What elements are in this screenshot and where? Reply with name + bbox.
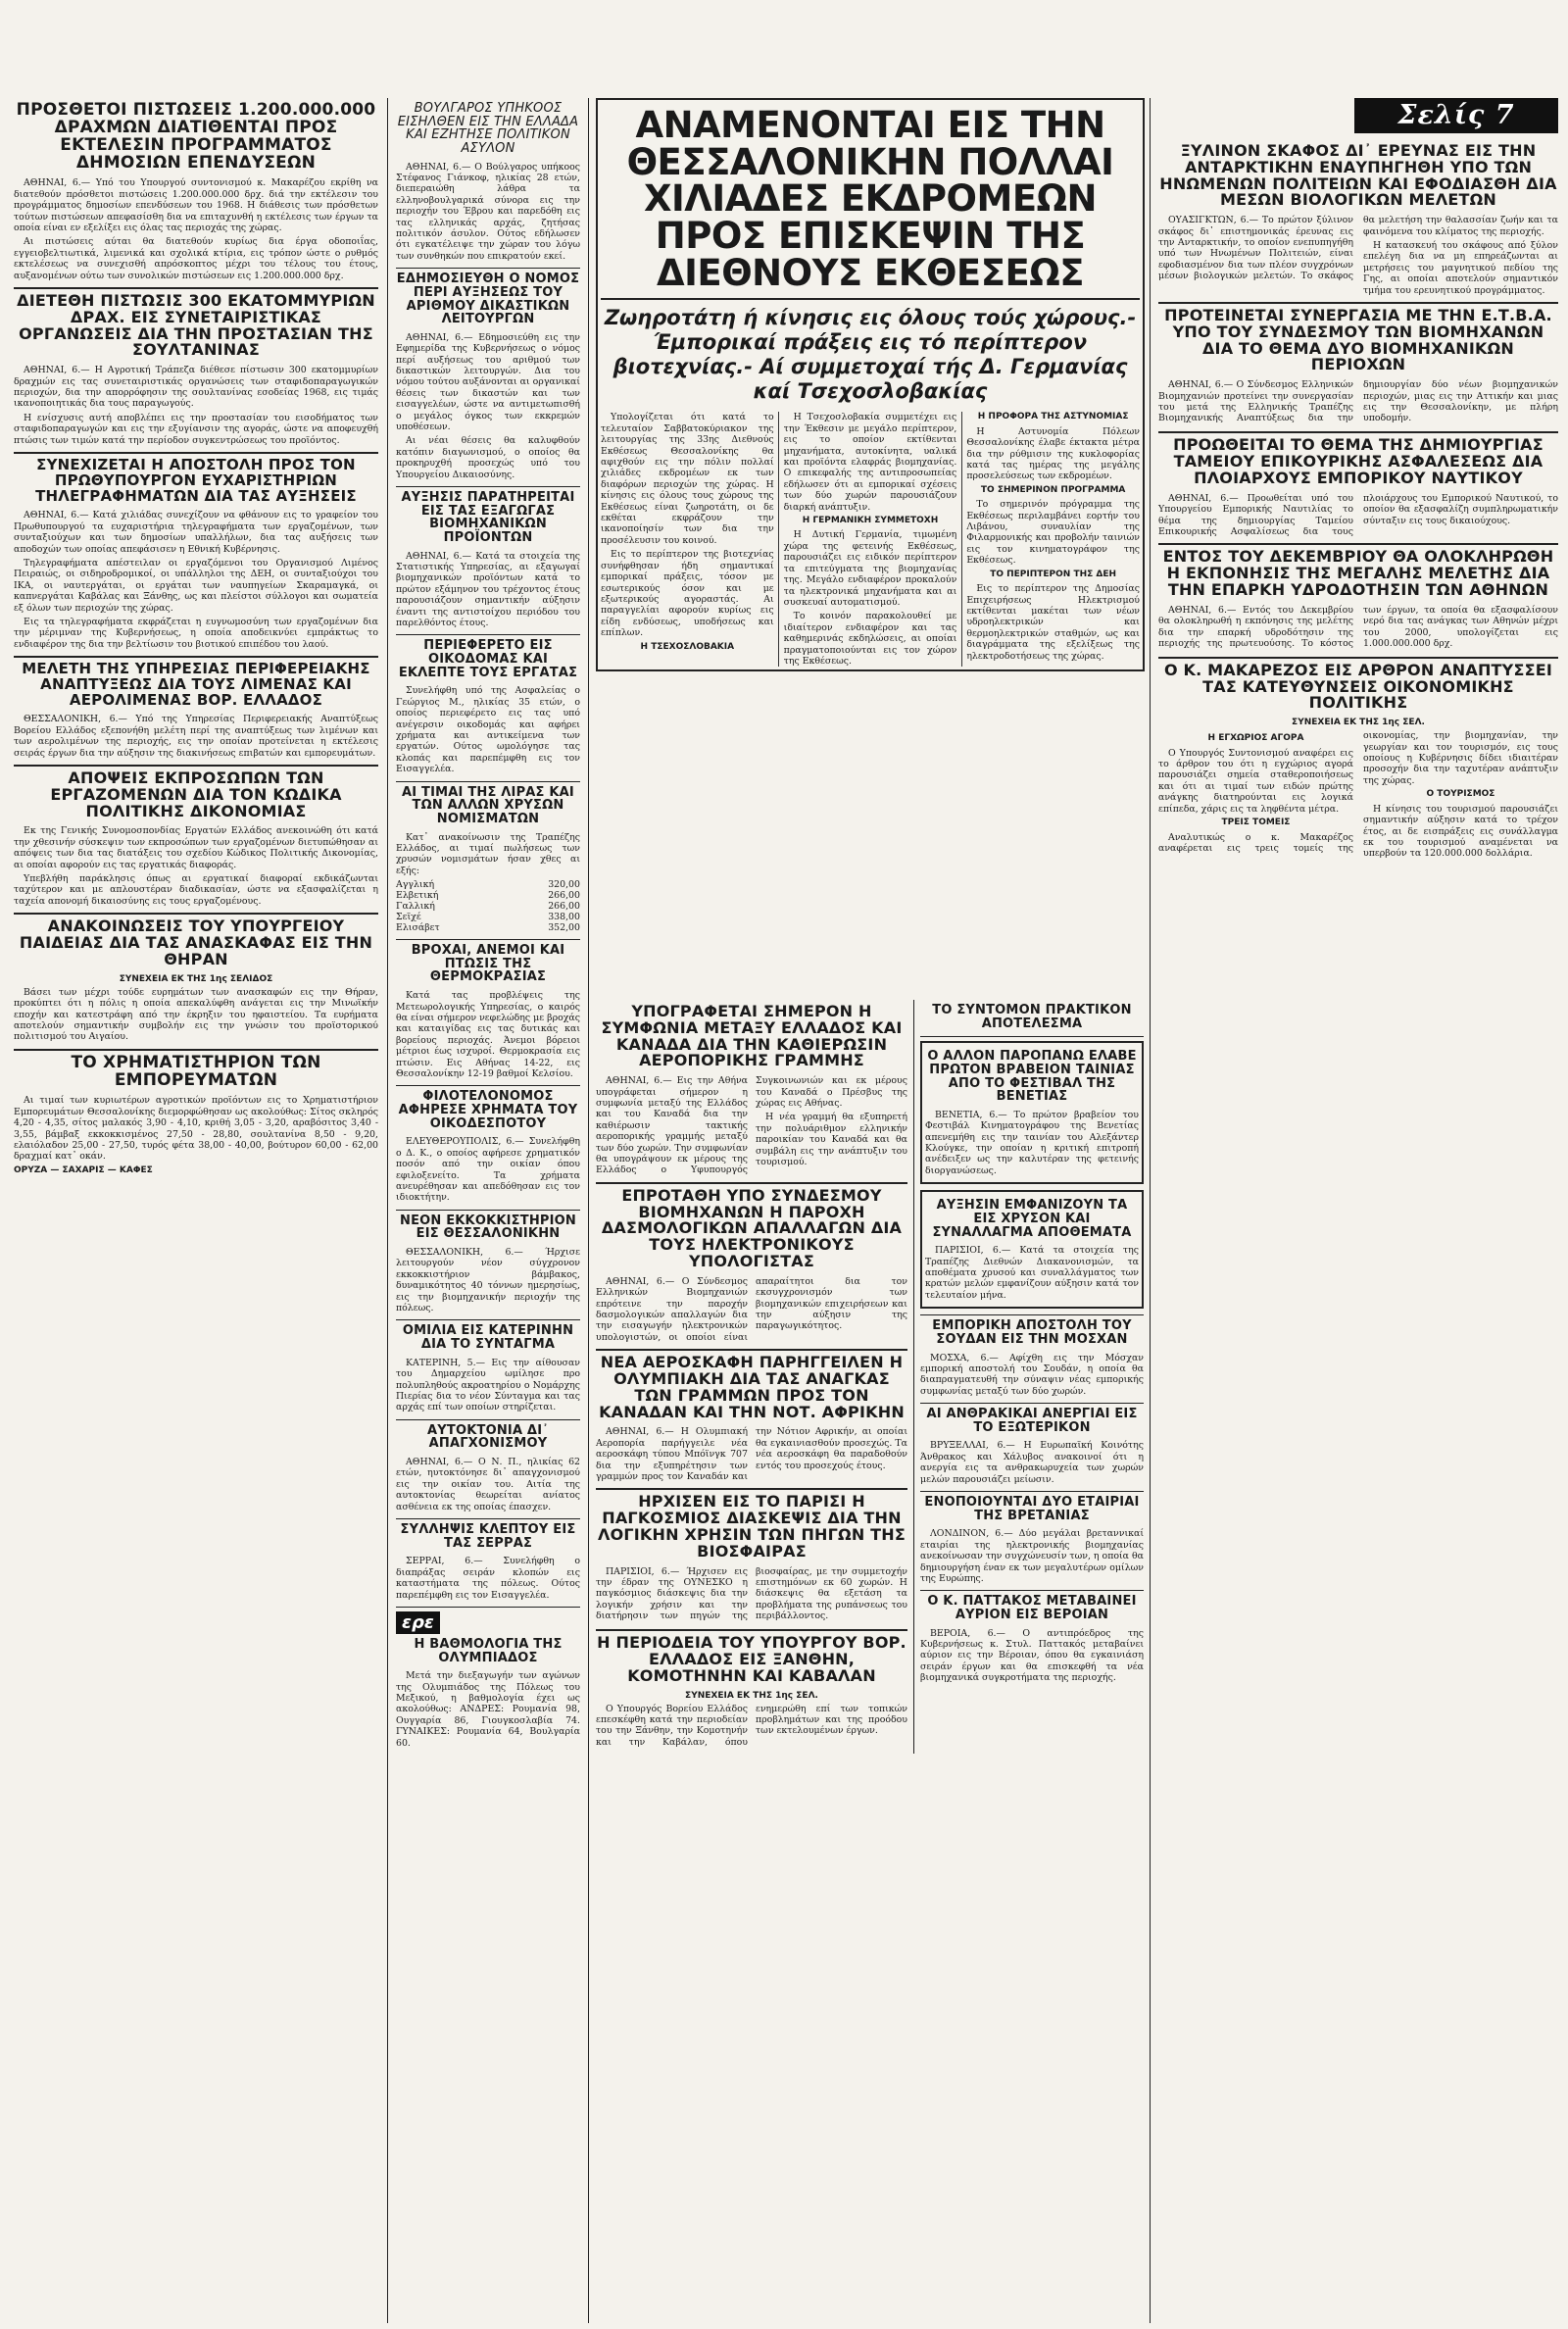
headline: ΕΝΟΠΟΙΟΥΝΤΑΙ ΔΥΟ ΕΤΑΙΡΙΑΙ ΤΗΣ ΒΡΕΤΑΝΙΑΣ xyxy=(924,1495,1140,1523)
headline: ΑΙ ΑΝΘΡΑΚΙΚΑΙ ΑΝΕΡΓΙΑΙ ΕΙΣ ΤΟ ΕΞΩΤΕΡΙΚΟΝ xyxy=(926,1407,1138,1435)
column-rule xyxy=(1150,98,1151,2323)
article: ΣΥΛΛΗΨΙΣ ΚΛΕΠΤΟΥ ΕΙΣ ΤΑΣ ΣΕΡΡΑΣ ΣΕΡΡΑΙ, 6.— Συνελήφθη ο διαπράξας σειράν κλοπών εις καταστήματα της πόλεως. Ούτος παρεπέμφθη εις τον Εισαγγελέα. xyxy=(396,1522,580,1601)
article: ΕΜΠΟΡΙΚΗ ΑΠΟΣΤΟΛΗ ΤΟΥ ΣΟΥΔΑΝ ΕΙΣ ΤΗΝ ΜΟΣΧΑΝ ΜΟΣΧΑ, 6.— Αφίχθη εις την Μόσχαν εμπορική αποστολή του Σουδάν, η οποία θα διαπραγματευθή την σύναψιν νέας εμπορικής συμφωνίας μεταξύ των δύο χωρών. xyxy=(920,1318,1144,1397)
divider xyxy=(1158,431,1558,433)
article: ΤΟ ΧΡΗΜΑΤΙΣΤΗΡΙΟΝ ΤΩΝ ΕΜΠΟΡΕΥΜΑΤΩΝ Αι τιμαί των κυριωτέρων αγροτικών προϊόντων εις το Χρηματιστήριον Εμπορευμάτων Θεσσαλονίκης διεμορφώθησαν ως ακολούθως: Σίτος σκληρός 4,20 - 4,35, σίτος μαλακός 3,90 - 4,10, κριθή 3,05 - 3,20, αραβόσιτος 3,40 - 3,55, βάμβαξ εκκοκκισμένος 27,50 - 28,80, σουλτανίνα 8,50 - 9,20, ελαιόλαδον 25,00 - 27,50, τυρός φέτα 38,00 - 40,00, βούτυρον 60,00 - 62,00 δραχμαί κατ᾽ οκάν. ΟΡΥΖΑ — ΣΑΧΑΡΙΣ — ΚΑΦΕΣ xyxy=(14,1052,378,1175)
divider xyxy=(14,913,378,915)
article: ΔΙΕΤΕΘΗ ΠΙΣΤΩΣΙΣ 300 ΕΚΑΤΟΜΜΥΡΙΩΝ ΔΡΑΧ. ΕΙΣ ΣΥΝΕΤΑΙΡΙΣΤΙΚΑΣ ΟΡΓΑΝΩΣΕΙΣ ΔΙΑ ΤΗΝ ΠΡΟΣΤΑΣΙΑΝ ΤΗΣ ΣΟΥΛΤΑΝΙΝΑΣ ΑΘΗΝΑΙ, 6.— Η Αγροτική Τράπεζα διέθεσε πίστωσιν 300 εκατομμυρίων δραχμών εις τας συνεταιριστικάς οργανώσεις των σταφιδοπαραγωγικών περιοχών, δια την απορρόφησιν της σουλτανίνας εσοδείας 1968, εις τιμάς ικανοποιητικάς δια τους παραγωγούς. Η ενίσχυσις αυτή αποβλέπει εις την προστασίαν του εισοδήματος των σταφιδοπαραγωγών και εις την εξυγίανσιν της αγοράς, ώστε να αποφευχθή πτώσις των τιμών κατά την περίοδον συγκεντρώσεως του προϊόντος. xyxy=(14,291,378,446)
divider xyxy=(14,452,378,454)
article: ΒΡΟΧΑΙ, ΑΝΕΜΟΙ ΚΑΙ ΠΤΩΣΙΣ ΤΗΣ ΘΕΡΜΟΚΡΑΣΙΑΣ Κατά τας προβλέψεις της Μετεωρολογικής Υπηρεσίας, ο καιρός θα είναι σήμερον νεφελώδης με βροχάς και καταιγίδας εις τας δυτικάς και βορείους περιοχάς. Άνεμοι βόρειοι μέτριοι έως ισχυροί. Θερμοκρασία εις πτώσιν. Εις Αθήνας 14-22, εις Θεσσαλονίκην 12-19 βαθμοί Κελσίου. xyxy=(396,943,580,1079)
article: ΞΥΛΙΝΟΝ ΣΚΑΦΟΣ ΔΙ᾽ ΕΡΕΥΝΑΣ ΕΙΣ ΤΗΝ ΑΝΤΑΡΚΤΙΚΗΝ ΕΝΑΥΠΗΓΗΘΗ ΥΠΟ ΤΩΝ ΗΝΩΜΕΝΩΝ ΠΟΛΙΤΕΙΩΝ ΚΑΙ ΕΦΟΔΙΑΣΘΗ ΔΙΑ ΜΕΣΩΝ ΒΙΟΛΟΓΙΚΩΝ ΜΕΛΕΤΩΝ ΟΥΑΣΙΓΚΤΩΝ, 6.— Το πρώτον ξύλινον σκάφος δι᾽ επιστημονικάς έρευνας εις την Ανταρκτικήν, το οποίον ενεπυπηγήθη υπό των Ηνωμένων Πολιτειών, είναι εφοδιασμένον δια των πλέον συγχρόνων μέσων βιολογικών μελετών. Το σκάφος θα μελετήση την θαλασσίαν ζωήν και τα φαινόμενα του κλίματος της περιοχής. Η κατασκευή του σκάφους από ξύλον επελέγη δια να μη επηρεάζωνται αι μετρήσεις του μαγνητικού πεδίου της Γης, αι οποίαι αποτελούν σημαντικόν τμήμα του ερευνητικού προγράμματος. xyxy=(1158,141,1558,296)
section-heading: Η ΠΡΟΦΟΡΑ ΤΗΣ ΑΣΤΥΝΟΜΙΑΣ xyxy=(977,412,1129,422)
headline: ΑΥΞΗΣΙΣ ΠΑΡΑΤΗΡΕΙΤΑΙ ΕΙΣ ΤΑΣ ΕΞΑΓΩΓΑΣ ΒΙΟΜΗΧΑΝΙΚΩΝ ΠΡΟΪΟΝΤΩΝ xyxy=(401,490,575,545)
headline: ΤΟ ΧΡΗΜΑΤΙΣΤΗΡΙΟΝ ΤΩΝ ΕΜΠΟΡΕΥΜΑΤΩΝ xyxy=(71,1052,321,1090)
divider xyxy=(14,287,378,289)
headline: ΒΟΥΛΓΑΡΟΣ ΥΠΗΚΟΟΣ ΕΙΣΗΛΘΕΝ ΕΙΣ ΤΗΝ ΕΛΛΑΔΑ ΚΑΙ ΕΖΗΤΗΣΕ ΠΟΛΙΤΙΚΟΝ ΑΣΥΛΟΝ xyxy=(397,101,579,156)
divider xyxy=(396,1085,580,1086)
article: ΥΠΟΓΡΑΦΕΤΑΙ ΣΗΜΕΡΟΝ Η ΣΥΜΦΩΝΙΑ ΜΕΤΑΞΥ ΕΛΛΑΔΟΣ ΚΑΙ ΚΑΝΑΔΑ ΔΙΑ ΤΗΝ ΚΑΘΙΕΡΩΣΙΝ ΑΕΡΟΠΟΡΙΚΗΣ ΓΡΑΜΜΗΣ ΑΘΗΝΑΙ, 6.— Εις την Αθήνα υπογράφεται σήμερον η συμφωνία μεταξύ της Ελλάδος και του Καναδά δια την καθιέρωσιν τακτικής αεροπορικής γραμμής μεταξύ των δύο χωρών. Την συμφωνίαν θα υπογράψουν εκ μέρους της Ελλάδος ο Υφυπουργός Συγκοινωνιών και εκ μέρους του Καναδά ο Πρέσβυς της χώρας εις Αθήνας. Η νέα γραμμή θα εξυπηρετή την πολυάριθμον ελληνικήν παροικίαν του Καναδά και θα συμβάλη εις την ανάπτυξιν του τουρισμού. xyxy=(596,1002,907,1176)
headline: ΠΡΟΣΘΕΤΟΙ ΠΙΣΤΩΣΕΙΣ 1.200.000.000 ΔΡΑΧΜΩΝ ΔΙΑΤΙΘΕΝΤΑΙ ΠΡΟΣ ΕΚΤΕΛΕΣΙΝ ΠΡΟΓΡΑΜΜΑΤΟΣ ΔΗΜΟΣΙΩΝ ΕΠΕΝΔΥΣΕΩΝ xyxy=(16,100,376,173)
article xyxy=(920,1004,1144,1030)
headline: ΥΠΟΓΡΑΦΕΤΑΙ ΣΗΜΕΡΟΝ Η ΣΥΜΦΩΝΙΑ ΜΕΤΑΞΥ ΕΛΛΑΔΟΣ ΚΑΙ ΚΑΝΑΔΑ ΔΙΑ ΤΗΝ ΚΑΘΙΕΡΩΣΙΝ ΑΕΡΟΠΟΡΙΚΗΣ ΓΡΑΜΜΗΣ xyxy=(601,1002,903,1070)
article: ΑΥΞΗΣΙΣ ΠΑΡΑΤΗΡΕΙΤΑΙ ΕΙΣ ΤΑΣ ΕΞΑΓΩΓΑΣ ΒΙΟΜΗΧΑΝΙΚΩΝ ΠΡΟΪΟΝΤΩΝ ΑΘΗΝΑΙ, 6.— Κατά τα στοιχεία της Στατιστικής Υπηρεσίας, αι εξαγωγαί βιομηχανικών προϊόντων κατά το πρώτον εξάμηνον του τρέχοντος έτους παρουσιάζουν σημαντικήν αύξησιν έναντι της αντιστοίχου περιόδου του παρελθόντος έτους. xyxy=(396,490,580,629)
article: ΕΔΗΜΟΣΙΕΥΘΗ Ο ΝΟΜΟΣ ΠΕΡΙ ΑΥΞΗΣΕΩΣ ΤΟΥ ΑΡΙΘΜΟΥ ΔΙΚΑΣΤΙΚΩΝ ΛΕΙΤΟΥΡΓΩΝ ΑΘΗΝΑΙ, 6.— Εδημοσιεύθη εις την Εφημερίδα της Κυβερνήσεως ο νόμος περί αυξήσεως του αριθμού των δικαστικών λειτουργών. Δια του νόμου τούτου αυξάνονται αι οργανικαί θέσεις των δικαστών και των εισαγγελέων, ώστε να αντιμετωπισθή ο μεγάλος όγκος των εκκρεμών υποθέσεων. Αι νέαι θέσεις θα καλυφθούν κατόπιν διαγωνισμού, ο οποίος θα προκηρυχθή προσεχώς υπό του Υπουργείου Δικαιοσύνης. xyxy=(396,272,580,480)
headline: ΣΥΛΛΗΨΙΣ ΚΛΕΠΤΟΥ ΕΙΣ ΤΑΣ ΣΕΡΡΑΣ xyxy=(400,1522,576,1551)
headline: ΠΕΡΙΕΦΕΡΕΤΟ ΕΙΣ ΟΙΚΟΔΟΜΑΣ ΚΑΙ ΕΚΛΕΠΤΕ ΤΟΥΣ ΕΡΓΑΤΑΣ xyxy=(398,638,578,680)
subcolumn xyxy=(596,1000,914,1754)
article: ΕΝΟΠΟΙΟΥΝΤΑΙ ΔΥΟ ΕΤΑΙΡΙΑΙ ΤΗΣ ΒΡΕΤΑΝΙΑΣ ΛΟΝΔΙΝΟΝ, 6.— Δύο μεγάλαι βρεταννικαί εταιρίαι της ηλεκτρονικής βιομηχανίας ανεκοίνωσαν την συγχώνευσίν των, η οποία θα δημιουργήση έναν εκ των μεγαλυτέρων ομίλων της Ευρώπης. xyxy=(920,1495,1144,1584)
divider xyxy=(14,1049,378,1051)
article: ΑΝΑΚΟΙΝΩΣΕΙΣ ΤΟΥ ΥΠΟΥΡΓΕΙΟΥ ΠΑΙΔΕΙΑΣ ΔΙΑ ΤΑΣ ΑΝΑΣΚΑΦΑΣ ΕΙΣ ΤΗΝ ΘΗΡΑΝ ΣΥΝΕΧΕΙΑ ΕΚ ΤΗΣ 1ης ΣΕΛΙΔΟΣ Βάσει των μέχρι τούδε ευρημάτων των ανασκαφών εις την Θήραν, προκύπτει ότι η πόλις η οποία απεκαλύφθη ανάγεται εις την Μινωϊκήν εποχήν και κατεστράφη από την έκρηξιν του ηφαιστείου. Τα ευρήματα αποτελούν σημαντικήν συμβολήν εις την γνώσιν του προϊστορικού πολιτισμού του Αιγαίου. xyxy=(14,917,378,1043)
headline: ΑΝΑΚΟΙΝΩΣΕΙΣ ΤΟΥ ΥΠΟΥΡΓΕΙΟΥ ΠΑΙΔΕΙΑΣ ΔΙΑ ΤΑΣ ΑΝΑΣΚΑΦΑΣ ΕΙΣ ΤΗΝ ΘΗΡΑΝ xyxy=(19,917,373,968)
divider xyxy=(601,298,1140,300)
table-row: Σεϊχέ 338,00 xyxy=(396,912,580,923)
divider xyxy=(396,1518,580,1519)
lead-headline: ΑΝΑΜΕΝΟΝΤΑΙ ΕΙΣ ΤΗΝ ΘΕΣΣΑΛΟΝΙΚΗΝ ΠΟΛΛΑΙ ΧΙΛΙΑΔΕΣ ΕΚΔΡΟΜΕΩΝ ΠΡΟΣ ΕΠΙΣΚΕΨΙΝ ΤΗΣ ΔΙΕΘΝΟΥΣ ΕΚΘΕΣΕΩΣ xyxy=(626,104,1114,294)
headline: ΦΙΛΟΤΕΛΟΝΟΜΟΣ ΑΦΗΡΕΣΕ ΧΡΗΜΑΤΑ ΤΟΥ ΟΙΚΟΔΕΣΠΟΤΟΥ xyxy=(398,1089,578,1131)
divider xyxy=(1158,302,1558,304)
column-3 xyxy=(596,98,1145,1748)
divider xyxy=(396,1319,580,1320)
divider xyxy=(1158,543,1558,545)
divider xyxy=(920,1314,1144,1315)
article: ΠΡΟΣΘΕΤΟΙ ΠΙΣΤΩΣΕΙΣ 1.200.000.000 ΔΡΑΧΜΩΝ ΔΙΑΤΙΘΕΝΤΑΙ ΠΡΟΣ ΕΚΤΕΛΕΣΙΝ ΠΡΟΓΡΑΜΜΑΤΟΣ ΔΗΜΟΣΙΩΝ ΕΠΕΝΔΥΣΕΩΝ ΑΘΗΝΑΙ, 6.— Υπό του Υπουργού συντονισμού κ. Μακαρέζου εκρίθη να διατεθούν πρόσθετοι πιστώσεις 1.200.000.000 δρχ. διά την εκτέλεσιν του προγράμματος δημοσίων επενδύσεων του 1968. Η διάθεσις των πρόσθετων τούτων πιστώσεων απεφασίσθη δια να επιταχυνθή η εκτέλεσις των έργων τα οποία είναι εν εξελίξει εις όλας τας περιοχάς της χώρας. Αι πιστώσεις αύται θα διατεθούν κυρίως δια έργα οδοποιΐας, εγγειοβελτιωτικά, λιμενικά και σχολικά κτίρια, εις τρόπον ώστε ο ρυθμός εκτελέσεως να συνεχισθή απρόσκοπτος μέχρι του τέλους του έτους, αυξανομένων ούτω των συνολικών πιστώσεων εις 1.200.000.000 δρχ. xyxy=(14,100,378,281)
divider xyxy=(1158,657,1558,659)
article: Ο ΑΛΛΟΝ ΠΑΡΟΠΑΝΩ ΕΛΑΒΕ ΠΡΩΤΟΝ ΒΡΑΒΕΙΟΝ ΤΑΙΝΙΑΣ ΑΠΟ ΤΟ ΦΕΣΤΙΒΑΛ ΤΗΣ ΒΕΝΕΤΙΑΣ ΒΕΝΕΤΙΑ, 6.— Το πρώτον βραβείον του Φεστιβάλ Κινηματογράφου της Βενετίας απενεμήθη εις την ταινίαν του Αλεξάντερ Κλούγκε, την οποίαν η κριτική επιτροπή ανέδειξεν ως την καλυτέραν της φετεινής διοργανώσεως. xyxy=(920,1041,1144,1184)
divider xyxy=(396,1419,580,1420)
headline: ΕΠΡΟΤΑΘΗ ΥΠΟ ΣΥΝΔΕΣΜΟΥ ΒΙΟΜΗΧΑΝΩΝ Η ΠΑΡΟΧΗ ΔΑΣΜΟΛΟΓΙΚΩΝ ΑΠΑΛΛΑΓΩΝ ΔΙΑ ΤΟΥΣ ΗΛΕΚΤΡΟΝΙΚΟΥΣ ΥΠΟΛΟΓΙΣΤΑΣ xyxy=(601,1185,903,1271)
continuation-note: ΣΥΝΕΧΕΙΑ ΕΚ ΤΗΣ 1ης ΣΕΛ. xyxy=(1292,718,1425,728)
headline: Η ΒΑΘΜΟΛΟΓΙΑ ΤΗΣ ΟΛΥΜΠΙΑΔΟΣ xyxy=(414,1636,563,1665)
headline: ΕΝΤΟΣ ΤΟΥ ΔΕΚΕΜΒΡΙΟΥ ΘΑ ΟΛΟΚΛΗΡΩΘΗ Η ΕΚΠΟΝΗΣΙΣ ΤΗΣ ΜΕΓΑΛΗΣ ΜΕΛΕΤΗΣ ΔΙΑ ΤΗΝ ΕΠΑΡΚΗ ΥΔΡΟΔΟΤΗΣΙΝ ΤΩΝ ΑΘΗΝΩΝ xyxy=(1162,547,1554,599)
divider xyxy=(920,1491,1144,1492)
table-row: Γαλλική 266,00 xyxy=(396,901,580,913)
table-row: Αγγλική 320,00 xyxy=(396,879,580,891)
divider xyxy=(396,1210,580,1211)
divider xyxy=(396,939,580,940)
headline: Ο Κ. ΠΑΤΤΑΚΟΣ ΜΕΤΑΒΑΙΝΕΙ ΑΥΡΙΟΝ ΕΙΣ ΒΕΡΟΙΑΝ xyxy=(927,1594,1137,1622)
column-rule xyxy=(387,98,388,2323)
headline: ΕΜΠΟΡΙΚΗ ΑΠΟΣΤΟΛΗ ΤΟΥ ΣΟΥΔΑΝ ΕΙΣ ΤΗΝ ΜΟΣΧΑΝ xyxy=(932,1318,1132,1347)
article: Ο Κ. ΠΑΤΤΑΚΟΣ ΜΕΤΑΒΑΙΝΕΙ ΑΥΡΙΟΝ ΕΙΣ ΒΕΡΟΙΑΝ ΒΕΡΟΙΑ, 6.— Ο αντιπρόεδρος της Κυβερνήσεως κ. Στυλ. Παττακός μεταβαίνει αύριον εις την Βέροιαν, όπου θα εγκαινιάση σειράν έργων και θα επισκεφθή τα νέα βιομηχανικά συγκροτήματα της περιοχής. xyxy=(920,1594,1144,1684)
section-heading: ΤΡΕΙΣ ΤΟΜΕΙΣ xyxy=(1221,818,1291,828)
headline: ΑΥΞΗΣΙΝ ΕΜΦΑΝΙΖΟΥΝ ΤΑ ΕΙΣ ΧΡΥΣΟΝ ΚΑΙ ΣΥΝΑΛΛΑΓΜΑ ΑΠΟΘΕΜΑΤΑ xyxy=(932,1198,1132,1240)
article: ΝΕΟΝ ΕΚΚΟΚΚΙΣΤΗΡΙΟΝ ΕΙΣ ΘΕΣΣΑΛΟΝΙΚΗΝ ΘΕΣΣΑΛΟΝΙΚΗ, 6.— Ήρχισε λειτουργούν νέον σύγχρονον εκκοκκιστήριον βάμβακος, δυναμικότητος 40 τόννων ημερησίως, εις την βιομηχανικήν περιοχήν της πόλεως. xyxy=(396,1213,580,1314)
headline: ΑΥΤΟΚΤΟΝΙΑ ΔΙ᾽ ΑΠΑΓΧΟΝΙΣΜΟΥ xyxy=(427,1422,549,1452)
divider xyxy=(14,656,378,658)
article: ΠΡΟΤΕΙΝΕΤΑΙ ΣΥΝΕΡΓΑΣΙΑ ΜΕ ΤΗΝ Ε.Τ.Β.Α. ΥΠΟ ΤΟΥ ΣΥΝΔΕΣΜΟΥ ΤΩΝ ΒΙΟΜΗΧΑΝΩΝ ΔΙΑ ΤΟ ΘΕΜΑ ΔΥΟ ΒΙΟΜΗΧΑΝΙΚΩΝ ΠΕΡΙΟΧΩΝ ΑΘΗΝΑΙ, 6.— Ο Σύνδεσμος Ελληνικών Βιομηχανιών προτείνει την συνεργασίαν του μετά της Ελληνικής Τραπέζης Βιομηχανικής Αναπτύξεως δια την δημιουργίαν δύο νέων βιομηχανικών περιοχών, μιας εις την Αττικήν και μιας εις την Θεσσαλονίκην, με πλήρη υποδομήν. xyxy=(1158,306,1558,424)
headline: ΑΠΟΨΕΙΣ ΕΚΠΡΟΣΩΠΩΝ ΤΩΝ ΕΡΓΑΖΟΜΕΝΩΝ ΔΙΑ ΤΟΝ ΚΩΔΙΚΑ ΠΟΛΙΤΙΚΗΣ ΔΙΚΟΝΟΜΙΑΣ xyxy=(50,768,342,820)
column-1 xyxy=(14,98,378,1181)
divider xyxy=(596,1182,907,1184)
headline: ΒΡΟΧΑΙ, ΑΝΕΜΟΙ ΚΑΙ ΠΤΩΣΙΣ ΤΗΣ ΘΕΡΜΟΚΡΑΣΙΑΣ xyxy=(411,943,565,985)
headline: ΝΕΟΝ ΕΚΚΟΚΚΙΣΤΗΡΙΟΝ ΕΙΣ ΘΕΣΣΑΛΟΝΙΚΗΝ xyxy=(399,1213,576,1242)
divider xyxy=(920,1590,1144,1591)
subcolumn xyxy=(914,1000,1144,1690)
article: ΣΥΝΕΧΙΖΕΤΑΙ Η ΑΠΟΣΤΟΛΗ ΠΡΟΣ ΤΟΝ ΠΡΩΘΥΠΟΥΡΓΟΝ ΕΥΧΑΡΙΣΤΗΡΙΩΝ ΤΗΛΕΓΡΑΦΗΜΑΤΩΝ ΔΙΑ ΤΑΣ ΑΥΞΗΣΕΙΣ ΑΘΗΝΑΙ, 6.— Κατά χιλιάδας συνεχίζουν να φθάνουν εις το γραφείον του Πρωθυπουργού τα ευχαριστήρια τηλεγραφήματα των εργαζομένων, των συνταξιούχων και των δημοσίων υπαλλήλων, δια τας αυξήσεις των αποδοχών των οποίας απεφάσισεν η Εθνική Κυβέρνησις. Τηλεγραφήματα απέστειλαν οι εργαζόμενοι του Οργανισμού Λιμένος Πειραιώς, οι σιδηροδρομικοί, οι υπάλληλοι της ΔΕΗ, οι συνταξιούχοι του ΙΚΑ, οι ναυτεργάται, οι εργάται των ναυπηγείων Σκαραμαγκά, οι καπνεργάται Καβάλας και Ξάνθης, ως και πλείστοι σύλλογοι και σωματεία εξ όλων των περιοχών της χώρας. Εις τα τηλεγραφήματα εκφράζεται η ευγνωμοσύνη των εργαζομένων δια την μέριμναν της Κυβερνήσεως, η οποία αποδεικνύει εμπράκτως το ενδιαφέρον της δια την βελτίωσιν του βιοτικού επιπέδου του λαού. xyxy=(14,456,378,650)
page-label: Σελίς 7 xyxy=(1354,98,1558,133)
column-rule xyxy=(588,98,589,2323)
column-5 xyxy=(1158,139,1558,866)
table-row: Ελισάβετ 352,00 xyxy=(396,922,580,934)
divider xyxy=(396,268,580,269)
article: ερε Η ΒΑΘΜΟΛΟΓΙΑ ΤΗΣ ΟΛΥΜΠΙΑΔΟΣ Μετά την διεξαγωγήν των αγώνων της Ολυμπιάδος της Πόλεως του Μεξικού, η βαθμολογία έχει ως ακολούθως: ΑΝΔΡΕΣ: Ρουμανία 98, Ουγγαρία 86, Γιουγκοσλαβία 74. ΓΥΝΑΙΚΕΣ: Ρουμανία 64, Βουλγαρία 60. xyxy=(396,1611,580,1749)
table-row: Ελβετική 266,00 xyxy=(396,890,580,902)
article: ΑΥΞΗΣΙΝ ΕΜΦΑΝΙΖΟΥΝ ΤΑ ΕΙΣ ΧΡΥΣΟΝ ΚΑΙ ΣΥΝΑΛΛΑΓΜΑ ΑΠΟΘΕΜΑΤΑ ΠΑΡΙΣΙΟΙ, 6.— Κατά τα στοιχεία της Τραπέζης Διεθνών Διακανονισμών, τα αποθέματα χρυσού και συναλλάγματος των κρατών μελών εμφανίζουν αύξησιν κατά τον τελευταίον μήνα. xyxy=(920,1190,1144,1309)
headline: Ο Κ. ΜΑΚΑΡΕΖΟΣ ΕΙΣ ΑΡΘΡΟΝ ΑΝΑΠΤΥΣΣΕΙ ΤΑΣ ΚΑΤΕΥΘΥΝΣΕΙΣ ΟΙΚΟΝΟΜΙΚΗΣ ΠΟΛΙΤΙΚΗΣ xyxy=(1163,660,1553,713)
headline: ΕΔΗΜΟΣΙΕΥΘΗ Ο ΝΟΜΟΣ ΠΕΡΙ ΑΥΞΗΣΕΩΣ ΤΟΥ ΑΡΙΘΜΟΥ ΔΙΚΑΣΤΙΚΩΝ ΛΕΙΤΟΥΡΓΩΝ xyxy=(396,272,580,327)
section-heading: Η ΕΓΧΩΡΙΟΣ ΑΓΟΡΑ xyxy=(1207,733,1304,744)
divider xyxy=(396,486,580,487)
article: ΦΙΛΟΤΕΛΟΝΟΜΟΣ ΑΦΗΡΕΣΕ ΧΡΗΜΑΤΑ ΤΟΥ ΟΙΚΟΔΕΣΠΟΤΟΥ ΕΛΕΥΘΕΡΟΥΠΟΛΙΣ, 6.— Συνελήφθη ο Δ. Κ., ο οποίος αφήρεσε χρηματικόν ποσόν από την οικίαν όπου εφιλοξενείτο. Τα χρήματα ανευρέθησαν και απεδόθησαν εις τον ιδιοκτήτην. xyxy=(396,1089,580,1204)
article: ΠΕΡΙΕΦΕΡΕΤΟ ΕΙΣ ΟΙΚΟΔΟΜΑΣ ΚΑΙ ΕΚΛΕΠΤΕ ΤΟΥΣ ΕΡΓΑΤΑΣ Συνελήφθη υπό της Ασφαλείας ο Γεώργιος Μ., ηλικίας 35 ετών, ο οποίος περιεφέρετο εις τας υπό ανέγερσιν οικοδομάς και αφήρει χρήματα και αντικείμενα των εργατών. Ούτος ωμολόγησε τας κλοπάς και παρεπέμφθη εις τον Εισαγγελέα. xyxy=(396,638,580,775)
headline: ΔΙΕΤΕΘΗ ΠΙΣΤΩΣΙΣ 300 ΕΚΑΤΟΜΜΥΡΙΩΝ ΔΡΑΧ. ΕΙΣ ΣΥΝΕΤΑΙΡΙΣΤΙΚΑΣ ΟΡΓΑΝΩΣΕΙΣ ΔΙΑ ΤΗΝ ΠΡΟΣΤΑΣΙΑΝ ΤΗΣ ΣΟΥΛΤΑΝΙΝΑΣ xyxy=(17,291,375,360)
divider xyxy=(920,1036,1144,1037)
article: ΑΠΟΨΕΙΣ ΕΚΠΡΟΣΩΠΩΝ ΤΩΝ ΕΡΓΑΖΟΜΕΝΩΝ ΔΙΑ ΤΟΝ ΚΩΔΙΚΑ ΠΟΛΙΤΙΚΗΣ ΔΙΚΟΝΟΜΙΑΣ Εκ της Γενικής Συνομοσπονδίας Εργατών Ελλάδος ανεκοινώθη ότι κατά την χθεσινήν σύσκεψιν των εκπροσώπων των εργαζομένων διετυπώθησαν αι απόψεις των δια τας διατάξεις του σχεδίου Κώδικος Πολιτικής Δικονομίας, αι οποίαι αφορούν εις τας εργατικάς διαφοράς. Υπεβλήθη παράκλησις όπως αι εργατικαί διαφοραί εκδικάζωνται ταχύτερον και με απλουστέραν διαδικασίαν, ώστε να εξασφαλίζεται η ταχεία απονομή δικαιοσύνης εις τους εργαζομένους. xyxy=(14,768,378,907)
divider xyxy=(596,1488,907,1490)
article: Η ΠΕΡΙΟΔΕΙΑ ΤΟΥ ΥΠΟΥΡΓΟΥ ΒΟΡ. ΕΛΛΑΔΟΣ ΕΙΣ ΞΑΝΘΗΝ, ΚΟΜΟΤΗΝΗΝ ΚΑΙ ΚΑΒΑΛΑΝ ΣΥΝΕΧΕΙΑ ΕΚ ΤΗΣ 1ης ΣΕΛ. Ο Υπουργός Βορείου Ελλάδος επεσκέφθη κατά την περιοδείαν του την Ξάνθην, την Κομοτηνήν και την Καβάλαν, όπου ενημερώθη επί των τοπικών προβλημάτων και της προόδου των εκτελουμένων έργων. xyxy=(596,1633,907,1748)
section-heading: ΤΟ ΠΕΡΙΠΤΕΡΟΝ ΤΗΣ ΔΕΗ xyxy=(990,569,1117,579)
divider xyxy=(396,781,580,782)
divider xyxy=(396,1607,580,1608)
lead-article: ΑΝΑΜΕΝΟΝΤΑΙ ΕΙΣ ΤΗΝ ΘΕΣΣΑΛΟΝΙΚΗΝ ΠΟΛΛΑΙ ΧΙΛΙΑΔΕΣ ΕΚΔΡΟΜΕΩΝ ΠΡΟΣ ΕΠΙΣΚΕΨΙΝ ΤΗΣ ΔΙΕΘΝΟΥΣ ΕΚΘΕΣΕΩΣ Ζωηροτάτη ή κίνησις εις όλους τούς χώρους.- Έμπορικαί πράξεις εις τό περίπτερον βιοτεχνίας.- Αί συμμετοχαί τής Δ. Γερμανίας καί Τσεχοσλοβακίας Υπολογίζεται ότι κατά το τελευταίον Σαββατοκύριακον της λειτουργίας της 33ης Διεθνούς Εκθέσεως Θεσσαλονίκης θα αφιχθούν εις την πόλιν πολλαί χιλιάδες εκδρομέων εκ των διαφόρων περιοχών της χώρας. Η κίνησις εις όλους τους χώρους της Εκθέσεως είναι ζωηροτάτη, οι δε εκθέται εκφράζουν την ικανοποίησίν των δια την προσέλευσιν του κοινού. Εις το περίπτερον της βιοτεχνίας συνήφθησαν ήδη σημαντικαί εμπορικαί πράξεις, τόσον με εσωτερικούς όσον και με εξωτερικούς αγοραστάς. Αι παραγγελίαι αφορούν κυρίως εις είδη ενδύσεως, υποδήσεως και επίπλων. Η ΤΣΕΧΟΣΛΟΒΑΚΙΑ Η Τσεχοσλοβακία συμμετέχει εις την Έκθεσιν με μεγάλο περίπτερον, εις το οποίον εκτίθενται μηχανήματα, αυτοκίνητα, υαλικά και προϊόντα ελαφράς βιομηχανίας. Ο επικεφαλής της αντιπροσωπείας εδήλωσεν ότι αι εμπορικαί σχέσεις των δύο χωρών παρουσιάζουν διαρκή ανάπτυξιν. Η ΓΕΡΜΑΝΙΚΗ ΣΥΜΜΕΤΟΧΗ Η Δυτική Γερμανία, τιμωμένη χώρα της φετεινής Εκθέσεως, παρουσιάζει εις ειδικόν περίπτερον τα επιτεύγματα της βιομηχανίας της. Μεγάλο ενδιαφέρον προκαλούν τα ηλεκτρονικά μηχανήματα και αι συσκευαί αυτοματισμού. Το κοινόν παρακολουθεί με ιδιαίτερον ενδιαφέρον και τας καθημερινάς εκδηλώσεις, αι οποίαι πραγματοποιούνται εις τον χώρον της Εκθέσεως. Η ΠΡΟΦΟΡΑ ΤΗΣ ΑΣΤΥΝΟΜΙΑΣ Η Αστυνομία Πόλεων Θεσσαλονίκης έλαβε έκτακτα μέτρα δια την ρύθμισιν της κυκλοφορίας κατά τας ημέρας της μεγάλης προσελεύσεως των εκδρομέων. ΤΟ ΣΗΜΕΡΙΝΟΝ ΠΡΟΓΡΑΜΜΑ Το σημερινόν πρόγραμμα της Εκθέσεως περιλαμβάνει εορτήν του Λιβάνου, συναυλίαν της Φιλαρμονικής και προβολήν ταινιών εις τον κινηματογράφον της Εκθέσεως. ΤΟ ΠΕΡΙΠΤΕΡΟΝ ΤΗΣ ΔΕΗ Εις το περίπτερον της Δημοσίας Επιχειρήσεως Ηλεκτρισμού εκτίθενται μακέται των νέων υδροηλεκτρικών και θερμοηλεκτρικών σταθμών, ως και διαγράμματα της εξελίξεως της ηλεκτροδοτήσεως της χώρας. xyxy=(596,98,1145,671)
lead-subheadline: Ζωηροτάτη ή κίνησις εις όλους τούς χώρους.- Έμπορικαί πράξεις εις τό περίπτερον βιοτεχνίας.- Αί συμμετοχαί τής Δ. Γερμανίας καί Τσεχοσλοβακίας xyxy=(604,305,1137,404)
divider xyxy=(396,634,580,635)
section-heading: ΤΟ ΣΗΜΕΡΙΝΟΝ ΠΡΟΓΡΑΜΜΑ xyxy=(980,484,1126,495)
headline: ΠΡΟΩΘΕΙΤΑΙ ΤΟ ΘΕΜΑ ΤΗΣ ΔΗΜΙΟΥΡΓΙΑΣ ΤΑΜΕΙΟΥ ΕΠΙΚΟΥΡΙΚΗΣ ΑΣΦΑΛΕΣΕΩΣ ΔΙΑ ΠΛΟΙΑΡΧΟΥΣ ΕΜΠΟΡΙΚΟΥ ΝΑΥΤΙΚΟΥ xyxy=(1173,435,1544,487)
article: ΒΟΥΛΓΑΡΟΣ ΥΠΗΚΟΟΣ ΕΙΣΗΛΘΕΝ ΕΙΣ ΤΗΝ ΕΛΛΑΔΑ ΚΑΙ ΕΖΗΤΗΣΕ ΠΟΛΙΤΙΚΟΝ ΑΣΥΛΟΝ ΑΘΗΝΑΙ, 6.— Ο Βούλγαρος υπήκοος Στέφανος Γιάνκοφ, ηλικίας 28 ετών, διεπεραιώθη λάθρα τα ελληνοβουλγαρικά σύνορα εις την περιοχήν του Έβρου και παρεδόθη εις τας ελληνικάς αρχάς, ζητήσας πολιτικόν άσυλον. Ούτος εδήλωσεν ότι εγκατέλειψε την χώραν του λόγω των συνθηκών που επικρατούν εκεί. xyxy=(396,101,580,262)
section-heading: Η ΤΣΕΧΟΣΛΟΒΑΚΙΑ xyxy=(640,641,735,652)
section-heading: Ο ΤΟΥΡΙΣΜΟΣ xyxy=(1426,789,1495,800)
article: ΗΡΧΙΣΕΝ ΕΙΣ ΤΟ ΠΑΡΙΣΙ Η ΠΑΓΚΟΣΜΙΟΣ ΔΙΑΣΚΕΨΙΣ ΔΙΑ ΤΗΝ ΛΟΓΙΚΗΝ ΧΡΗΣΙΝ ΤΩΝ ΠΗΓΩΝ ΤΗΣ ΒΙΟΣΦΑΙΡΑΣ ΠΑΡΙΣΙΟΙ, 6.— Ήρχισεν εις την έδραν της ΟΥΝΕΣΚΟ η παγκόσμιος διάσκεψις δια την λογικήν χρήσιν και την διατήρησιν των πηγών της βιοσφαίρας, με την συμμετοχήν επιστημόνων εκ 60 χωρών. Η διάσκεψις θα εξετάση τα προβλήματα της ρυπάνσεως του περιβάλλοντος. xyxy=(596,1492,907,1622)
headline: ΤΟ ΣΥΝΤΟΜΟΝ ΠΡΑΚΤΙΚΟΝ ΑΠΟΤΕΛΕΣΜΑ xyxy=(932,1003,1132,1031)
headline: ΑΙ ΤΙΜΑΙ ΤΗΣ ΛΙΡΑΣ ΚΑΙ ΤΩΝ ΑΛΛΩΝ ΧΡΥΣΩΝ ΝΟΜΙΣΜΑΤΩΝ xyxy=(402,784,574,826)
article: ΕΝΤΟΣ ΤΟΥ ΔΕΚΕΜΒΡΙΟΥ ΘΑ ΟΛΟΚΛΗΡΩΘΗ Η ΕΚΠΟΝΗΣΙΣ ΤΗΣ ΜΕΓΑΛΗΣ ΜΕΛΕΤΗΣ ΔΙΑ ΤΗΝ ΕΠΑΡΚΗ ΥΔΡΟΔΟΤΗΣΙΝ ΤΩΝ ΑΘΗΝΩΝ ΑΘΗΝΑΙ, 6.— Εντός του Δεκεμβρίου θα ολοκληρωθή η εκπόνησις της μελέτης δια την επαρκή υδροδότησιν της περιοχής της πρωτευούσης. Το κόστος των έργων, τα οποία θα εξασφαλίσουν νερό δια τας ανάγκας των Αθηνών μέχρι του 2000, υπολογίζεται εις 1.000.000.000 δρχ. xyxy=(1158,547,1558,649)
headline: ΗΡΧΙΣΕΝ ΕΙΣ ΤΟ ΠΑΡΙΣΙ Η ΠΑΓΚΟΣΜΙΟΣ ΔΙΑΣΚΕΨΙΣ ΔΙΑ ΤΗΝ ΛΟΓΙΚΗΝ ΧΡΗΣΙΝ ΤΩΝ ΠΗΓΩΝ ΤΗΣ ΒΙΟΣΦΑΙΡΑΣ xyxy=(597,1492,906,1561)
divider xyxy=(596,1349,907,1351)
article: ΝΕΑ ΑΕΡΟΣΚΑΦΗ ΠΑΡΗΓΓΕΙΛΕΝ Η ΟΛΥΜΠΙΑΚΗ ΔΙΑ ΤΑΣ ΑΝΑΓΚΑΣ ΤΩΝ ΓΡΑΜΜΩΝ ΠΡΟΣ ΤΟΝ ΚΑΝΑΔΑΝ ΚΑΙ ΤΗΝ ΝΟΤ. ΑΦΡΙΚΗΝ ΑΘΗΝΑΙ, 6.— Η Ολυμπιακή Αεροπορία παρήγγειλε νέα αεροσκάφη τύπου Μπόϊνγκ 707 δια την εξυπηρέτησιν των γραμμών προς τον Καναδάν και την Νότιον Αφρικήν, αι οποίαι θα εγκαινιασθούν προσεχώς. Τα νέα αεροσκάφη θα παραδοθούν εντός του προσεχούς έτους. xyxy=(596,1353,907,1483)
article: Ο Κ. ΜΑΚΑΡΕΖΟΣ ΕΙΣ ΑΡΘΡΟΝ ΑΝΑΠΤΥΣΣΕΙ ΤΑΣ ΚΑΤΕΥΘΥΝΣΕΙΣ ΟΙΚΟΝΟΜΙΚΗΣ ΠΟΛΙΤΙΚΗΣ ΣΥΝΕΧΕΙΑ ΕΚ ΤΗΣ 1ης ΣΕΛ. Η ΕΓΧΩΡΙΟΣ ΑΓΟΡΑ Ο Υπουργός Συντονισμού αναφέρει εις το άρθρον του ότι η εγχώριος αγορά παρουσιάζει σημεία σταθεροποιήσεως και ότι αι τιμαί των ειδών πρώτης ανάγκης διατηρούνται εις λογικά επίπεδα, χάρις εις τα ληφθέντα μέτρα. ΤΡΕΙΣ ΤΟΜΕΙΣ Αναλυτικώς ο κ. Μακαρέζος αναφέρεται εις τρεις τομείς της οικονομίας, την βιομηχανίαν, την γεωργίαν και τον τουρισμόν, εις τους οποίους η Κυβέρνησις δίδει ιδιαιτέραν προσοχήν δια την ταχυτέραν ανάπτυξιν της χώρας. Ο ΤΟΥΡΙΣΜΟΣ Η κίνησις του τουρισμού παρουσιάζει σημαντικήν αύξησιν κατά το τρέχον έτος, αι δε εισπράξεις εις συνάλλαγμα εκ του τουρισμού αναμένεται να υπερβούν τα 120.000.000 δολλάρια. xyxy=(1158,660,1558,860)
headline: ΟΜΙΛΙΑ ΕΙΣ ΚΑΤΕΡΙΝΗΝ ΔΙΑ ΤΟ ΣΥΝΤΑΓΜΑ xyxy=(402,1323,574,1353)
column-logo: ερε xyxy=(396,1611,440,1634)
headline: Η ΠΕΡΙΟΔΕΙΑ ΤΟΥ ΥΠΟΥΡΓΟΥ ΒΟΡ. ΕΛΛΑΔΟΣ ΕΙΣ ΞΑΝΘΗΝ, ΚΟΜΟΤΗΝΗΝ ΚΑΙ ΚΑΒΑΛΑΝ xyxy=(597,1633,906,1685)
headline: ΜΕΛΕΤΗ ΤΗΣ ΥΠΗΡΕΣΙΑΣ ΠΕΡΙΦΕΡΕΙΑΚΗΣ ΑΝΑΠΤΥΞΕΩΣ ΔΙΑ ΤΟΥΣ ΛΙΜΕΝΑΣ ΚΑΙ ΑΕΡΟΛΙΜΕΝΑΣ ΒΟΡ. ΕΛΛΑΔΟΣ xyxy=(22,660,370,709)
headline: Ο ΑΛΛΟΝ ΠΑΡΟΠΑΝΩ ΕΛΑΒΕ ΠΡΩΤΟΝ ΒΡΑΒΕΙΟΝ ΤΑΙΝΙΑΣ ΑΠΟ ΤΟ ΦΕΣΤΙΒΑΛ ΤΗΣ ΒΕΝΕΤΙΑΣ xyxy=(927,1049,1137,1105)
divider xyxy=(596,1629,907,1631)
divider xyxy=(14,765,378,767)
article: ΑΙ ΑΝΘΡΑΚΙΚΑΙ ΑΝΕΡΓΙΑΙ ΕΙΣ ΤΟ ΕΞΩΤΕΡΙΚΟΝ ΒΡΥΞΕΛΛΑΙ, 6.— Η Ευρωπαϊκή Κοινότης Άνθρακος και Χάλυβος ανακοινοί ότι η ανεργία εις τα ανθρακωρυχεία των χωρών μελών παρουσιάζει μείωσιν. xyxy=(920,1407,1144,1485)
footer-line: ΟΡΥΖΑ — ΣΑΧΑΡΙΣ — ΚΑΦΕΣ xyxy=(14,1164,153,1175)
continuation-note: ΣΥΝΕΧΕΙΑ ΕΚ ΤΗΣ 1ης ΣΕΛΙΔΟΣ xyxy=(119,973,273,984)
headline: ΣΥΝΕΧΙΖΕΤΑΙ Η ΑΠΟΣΤΟΛΗ ΠΡΟΣ ΤΟΝ ΠΡΩΘΥΠΟΥΡΓΟΝ ΕΥΧΑΡΙΣΤΗΡΙΩΝ ΤΗΛΕΓΡΑΦΗΜΑΤΩΝ ΔΙΑ ΤΑΣ ΑΥΞΗΣΕΙΣ xyxy=(35,456,357,505)
continuation-note: ΣΥΝΕΧΕΙΑ ΕΚ ΤΗΣ 1ης ΣΕΛ. xyxy=(685,1690,818,1701)
article: ΑΙ ΤΙΜΑΙ ΤΗΣ ΛΙΡΑΣ ΚΑΙ ΤΩΝ ΑΛΛΩΝ ΧΡΥΣΩΝ ΝΟΜΙΣΜΑΤΩΝ Κατ᾽ ανακοίνωσιν της Τραπέζης Ελλάδος, αι τιμαί πωλήσεως των χρυσών νομισμάτων ήσαν χθες αι εξής: Αγγλική 320,00 Ελβετική 266,00 Γαλλική 266,00 Σεϊχέ 338,00 Ελισάβετ 352,00 xyxy=(396,784,580,934)
article: ΜΕΛΕΤΗ ΤΗΣ ΥΠΗΡΕΣΙΑΣ ΠΕΡΙΦΕΡΕΙΑΚΗΣ ΑΝΑΠΤΥΞΕΩΣ ΔΙΑ ΤΟΥΣ ΛΙΜΕΝΑΣ ΚΑΙ ΑΕΡΟΛΙΜΕΝΑΣ ΒΟΡ. ΕΛΛΑΔΟΣ ΘΕΣΣΑΛΟΝΙΚΗ, 6.— Υπό της Υπηρεσίας Περιφερειακής Αναπτύξεως Βορείου Ελλάδος εξεπονήθη μελέτη περί της αναπτύξεως των λιμένων και των αερολιμένων της περιοχής, εις την οποίαν προτείνεται η εκτέλεσις σειράς έργων δια την αύξησιν της διακινήσεως επιβατών και εμπορευμάτων. xyxy=(14,660,378,759)
lower-left-block xyxy=(596,1000,1145,1754)
gold-price-table xyxy=(396,879,580,933)
article: ΑΥΤΟΚΤΟΝΙΑ ΔΙ᾽ ΑΠΑΓΧΟΝΙΣΜΟΥ ΑΘΗΝΑΙ, 6.— Ο Ν. Π., ηλικίας 62 ετών, ηυτοκτόνησε δι᾽ απαγχονισμού εις την οικίαν του. Αιτία της αυτοκτονίας θεωρείται ανίατος ασθένεια εκ της οποίας έπασχεν. xyxy=(396,1422,580,1512)
headline: ΞΥΛΙΝΟΝ ΣΚΑΦΟΣ ΔΙ᾽ ΕΡΕΥΝΑΣ ΕΙΣ ΤΗΝ ΑΝΤΑΡΚΤΙΚΗΝ ΕΝΑΥΠΗΓΗΘΗ ΥΠΟ ΤΩΝ ΗΝΩΜΕΝΩΝ ΠΟΛΙΤΕΙΩΝ ΚΑΙ ΕΦΟΔΙΑΣΘΗ ΔΙΑ ΜΕΣΩΝ ΒΙΟΛΟΓΙΚΩΝ ΜΕΛΕΤΩΝ xyxy=(1159,141,1557,210)
column-2 xyxy=(396,98,580,1755)
article: ΟΜΙΛΙΑ ΕΙΣ ΚΑΤΕΡΙΝΗΝ ΔΙΑ ΤΟ ΣΥΝΤΑΓΜΑ ΚΑΤΕΡΙΝΗ, 5.— Εις την αίθουσαν του Δημαρχείου ωμίλησε προ πολυπληθούς ακροατηρίου ο Νομάρχης Πιερίας δια το νέον Σύνταγμα και τας αρχάς επί των οποίων στηρίζεται. xyxy=(396,1323,580,1413)
article: ΠΡΟΩΘΕΙΤΑΙ ΤΟ ΘΕΜΑ ΤΗΣ ΔΗΜΙΟΥΡΓΙΑΣ ΤΑΜΕΙΟΥ ΕΠΙΚΟΥΡΙΚΗΣ ΑΣΦΑΛΕΣΕΩΣ ΔΙΑ ΠΛΟΙΑΡΧΟΥΣ ΕΜΠΟΡΙΚΟΥ ΝΑΥΤΙΚΟΥ ΑΘΗΝΑΙ, 6.— Προωθείται υπό του Υπουργείου Εμπορικής Ναυτιλίας το θέμα της δημιουργίας Ταμείου Επικουρικής Ασφαλίσεως δια τους πλοιάρχους του Εμπορικού Ναυτικού, το οποίον θα εξασφαλίζη συμπληρωματικήν σύνταξιν εις τους δικαιούχους. xyxy=(1158,435,1558,537)
article: ΕΠΡΟΤΑΘΗ ΥΠΟ ΣΥΝΔΕΣΜΟΥ ΒΙΟΜΗΧΑΝΩΝ Η ΠΑΡΟΧΗ ΔΑΣΜΟΛΟΓΙΚΩΝ ΑΠΑΛΛΑΓΩΝ ΔΙΑ ΤΟΥΣ ΗΛΕΚΤΡΟΝΙΚΟΥΣ ΥΠΟΛΟΓΙΣΤΑΣ ΑΘΗΝΑΙ, 6.— Ο Σύνδεσμος Ελληνικών Βιομηχανιών επρότεινε την παροχήν δασμολογικών απαλλαγών δια την εισαγωγήν ηλεκτρονικών υπολογιστών, οι οποίοι είναι απαραίτητοι δια τον εκσυγχρονισμόν των βιομηχανικών επιχειρήσεων και την αύξησιν της παραγωγικότητος. xyxy=(596,1185,907,1343)
headline: ΝΕΑ ΑΕΡΟΣΚΑΦΗ ΠΑΡΗΓΓΕΙΛΕΝ Η ΟΛΥΜΠΙΑΚΗ ΔΙΑ ΤΑΣ ΑΝΑΓΚΑΣ ΤΩΝ ΓΡΑΜΜΩΝ ΠΡΟΣ ΤΟΝ ΚΑΝΑΔΑΝ ΚΑΙ ΤΗΝ ΝΟΤ. ΑΦΡΙΚΗΝ xyxy=(599,1353,905,1421)
section-heading: Η ΓΕΡΜΑΝΙΚΗ ΣΥΜΜΕΤΟΧΗ xyxy=(802,516,939,526)
divider xyxy=(920,1403,1144,1404)
headline: ΠΡΟΤΕΙΝΕΤΑΙ ΣΥΝΕΡΓΑΣΙΑ ΜΕ ΤΗΝ Ε.Τ.Β.Α. ΥΠΟ ΤΟΥ ΣΥΝΔΕΣΜΟΥ ΤΩΝ ΒΙΟΜΗΧΑΝΩΝ ΔΙΑ ΤΟ ΘΕΜΑ ΔΥΟ ΒΙΟΜΗΧΑΝΙΚΩΝ ΠΕΡΙΟΧΩΝ xyxy=(1164,306,1552,374)
